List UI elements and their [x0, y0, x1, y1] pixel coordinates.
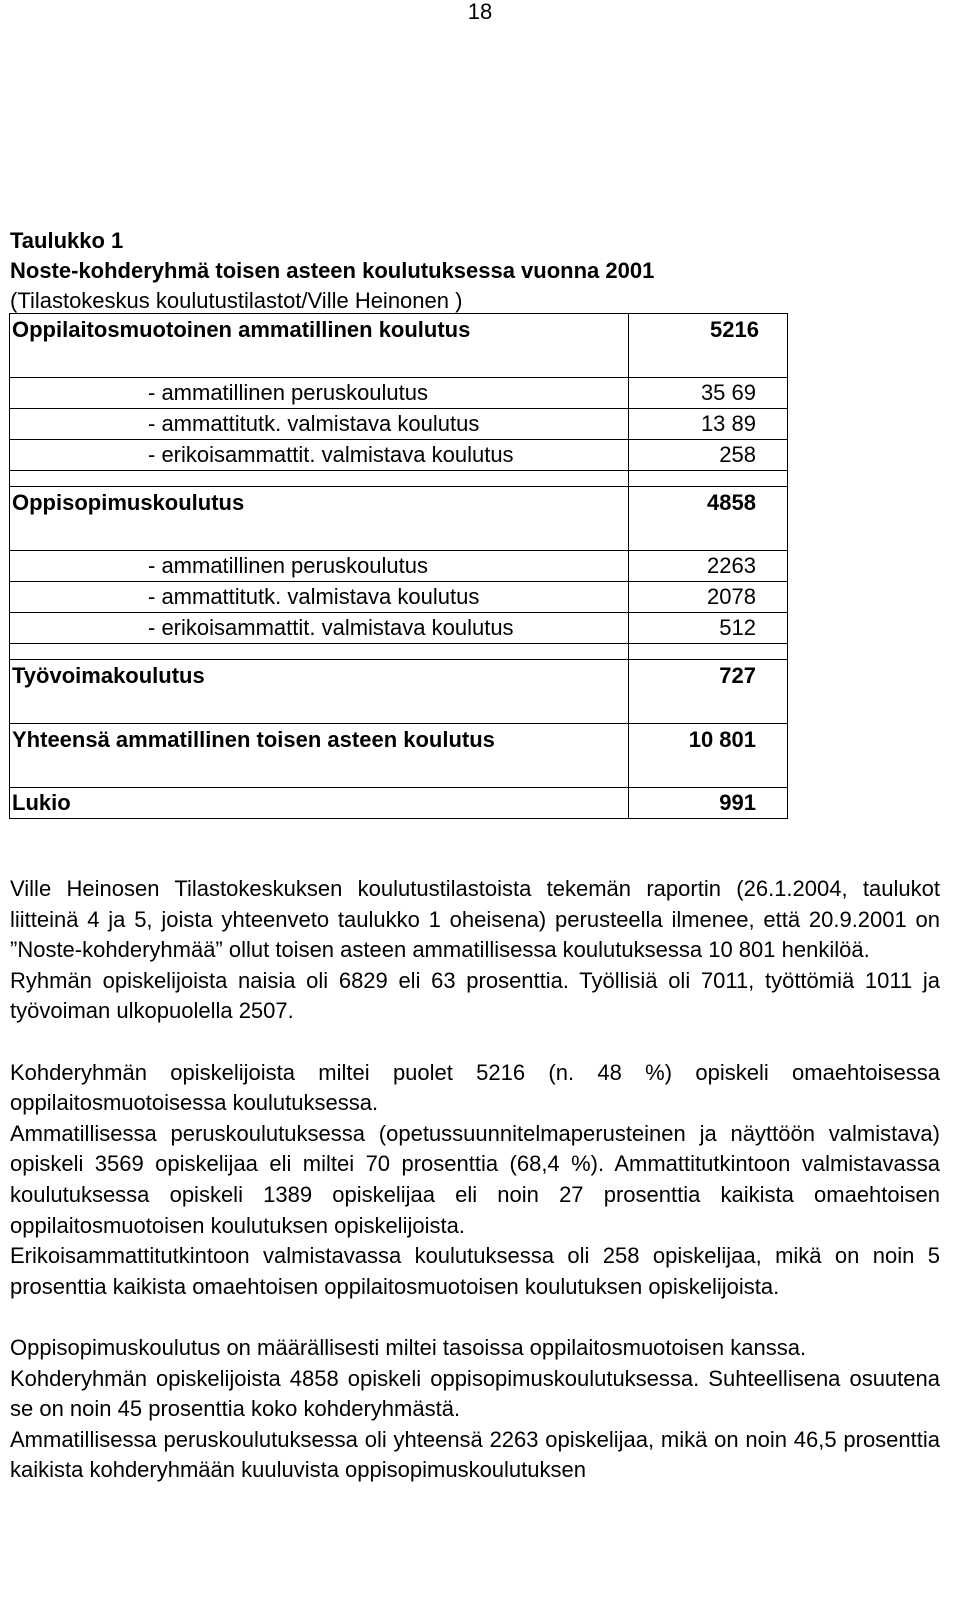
paragraph: Ammatillisessa peruskoulutuksessa oli yhteensä 2263 opiskelijaa, mikä on noin 46,5 prosenttia kaikista kohderyhmään kuuluvista oppisopimuskoulutuksen — [10, 1426, 940, 1483]
body-text — [10, 874, 940, 1486]
row-label: Työvoimakoulutus — [10, 660, 629, 724]
row-value: 35 69 — [629, 378, 788, 409]
row-value: 512 — [629, 613, 788, 644]
row-label: - ammatillinen peruskoulutus — [10, 551, 629, 582]
row-label: Yhteensä ammatillinen toisen asteen koulutus — [10, 724, 629, 788]
paragraph: Ryhmän opiskelijoista naisia oli 6829 eli 63 prosenttia. Työllisiä oli 7011, työttömiä 1011 ja työvoiman ulkopuolella 2507. — [10, 967, 940, 1024]
table-row — [10, 724, 788, 788]
row-value: 2263 — [629, 551, 788, 582]
page-number: 18 — [467, 0, 493, 24]
table-row — [10, 660, 788, 724]
row-label: - ammatillinen peruskoulutus — [10, 378, 629, 409]
row-value: 4858 — [629, 487, 788, 551]
table-row — [10, 487, 788, 551]
paragraph: Kohderyhmän opiskelijoista 4858 opiskeli oppisopimuskoulutuksessa. Suhteellisena osuutena se on noin 45 prosenttia koko kohderyhmästä. — [10, 1365, 940, 1422]
table-source: (Tilastokeskus koulutustilastot/Ville Heinonen ) — [10, 288, 463, 313]
statistics-table — [9, 313, 788, 819]
row-value: 727 — [629, 660, 788, 724]
paragraph: Erikoisammattitutkintoon valmistavassa koulutuksessa oli 258 opiskelijaa, mikä on noin 5 prosenttia kaikista omaehtoisen oppilaitosmuotoisen koulutuksen opiskelijoista. — [10, 1243, 940, 1299]
row-value: 10 801 — [629, 724, 788, 788]
paragraph: Kohderyhmän opiskelijoista miltei puolet 5216 (n. 48 %) opiskeli omaehtoisessa oppilaitosmuotoisessa koulutuksessa. — [10, 1059, 940, 1116]
paragraph: Ammatillisessa peruskoulutuksessa (opetussuunnitelmaperusteinen ja näyttöön valmistava) opiskeli 3569 opiskelijaa eli miltei 70 prosenttia (68,4 %). Ammattitutkintoon valmistavassa koulutuksessa opiskeli 1389 opiskelijaa eli noin 27 prosenttia kaikista omaehtoisen oppilaitosmuotoisen koulutuksen opiskelijoista. — [10, 1120, 940, 1238]
row-value: 991 — [629, 788, 788, 819]
row-value: 258 — [629, 440, 788, 471]
row-label: - erikoisammattit. valmistava koulutus — [10, 613, 629, 644]
row-label: Lukio — [10, 788, 629, 819]
table-row — [10, 378, 788, 409]
row-value: 5216 — [629, 314, 788, 378]
table-row — [10, 314, 788, 378]
table-row — [10, 551, 788, 582]
row-label: Oppisopimuskoulutus — [10, 487, 629, 551]
row-label: - ammattitutk. valmistava koulutus — [10, 409, 629, 440]
table-spacer-row — [10, 471, 788, 487]
table-row — [10, 409, 788, 440]
table-title: Noste-kohderyhmä toisen asteen koulutuksessa vuonna 2001 — [10, 258, 655, 283]
row-value: 2078 — [629, 582, 788, 613]
table-label: Taulukko 1 — [10, 228, 124, 253]
row-value: 13 89 — [629, 409, 788, 440]
table-row — [10, 788, 788, 819]
table-row — [10, 582, 788, 613]
table-caption — [10, 226, 950, 316]
paragraph: Ville Heinosen Tilastokeskuksen koulutustilastoista tekemän raportin (26.1.2004, taulukot liitteinä 4 ja 5, joista yhteenveto taulukko 1 oheisena) perusteella ilmenee, että 20.9.2001 on ”Noste-kohderyhmää” ollut toisen asteen ammatillisessa koulutuksessa 10 801 henkilöä. — [10, 876, 940, 963]
row-label: - erikoisammattit. valmistava koulutus — [10, 440, 629, 471]
table-row — [10, 440, 788, 471]
paragraph: Oppisopimuskoulutus on määrällisesti miltei tasoissa oppilaitosmuotoisen kanssa. — [10, 1334, 807, 1360]
row-label: - ammattitutk. valmistava koulutus — [10, 582, 629, 613]
table-row — [10, 613, 788, 644]
row-label: Oppilaitosmuotoinen ammatillinen koulutus — [10, 314, 629, 378]
table-spacer-row — [10, 644, 788, 660]
